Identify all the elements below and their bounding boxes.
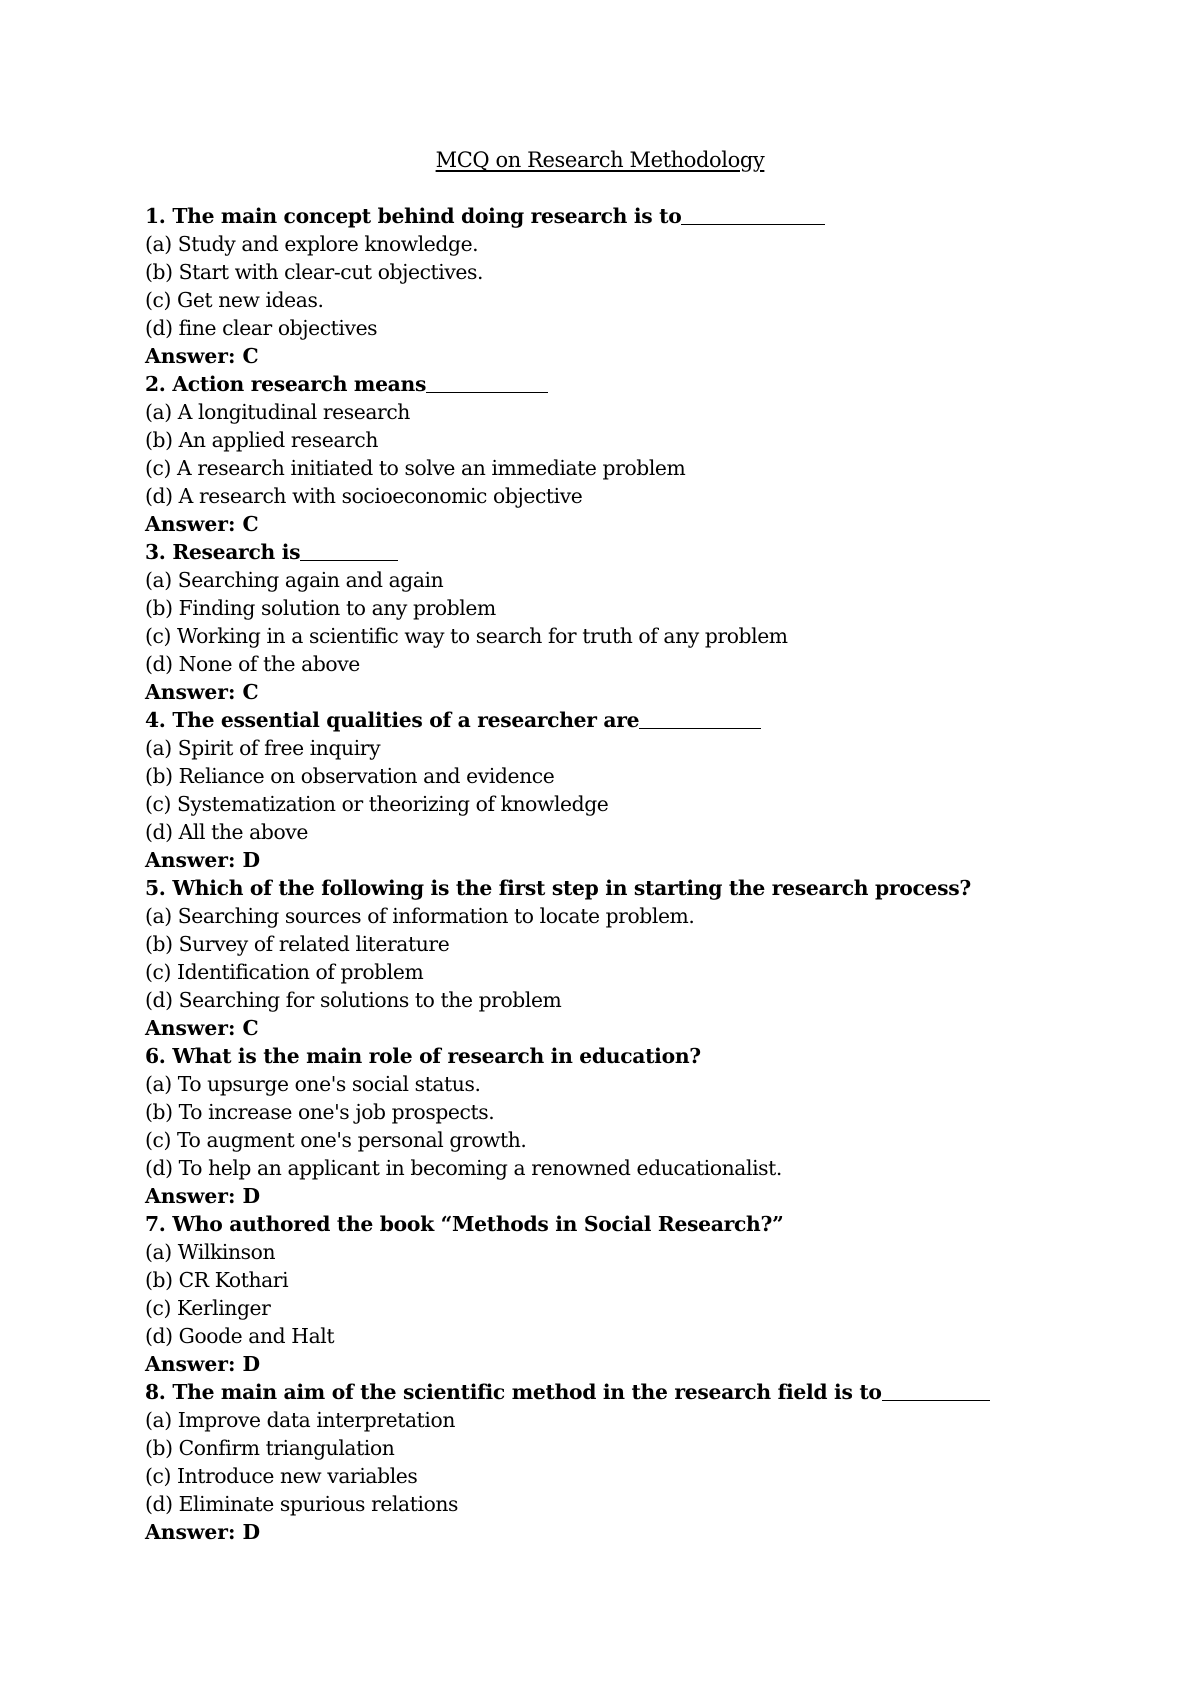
- option-b: (b) Reliance on observation and evidence: [145, 764, 555, 788]
- question-text: [145, 1042, 1145, 1070]
- answer-line: Answer: C: [145, 680, 259, 704]
- question-text: [145, 874, 1145, 902]
- question-block-6: [145, 1042, 1145, 1210]
- question-stem: 7. Who authored the book “Methods in Social Research?”: [145, 1212, 784, 1236]
- answer-line: Answer: C: [145, 1016, 259, 1040]
- question-text: [145, 1378, 1145, 1406]
- option-b: (b) Survey of related literature: [145, 932, 450, 956]
- option-d: (d) None of the above: [145, 652, 360, 676]
- option-c: (c) To augment one's personal growth.: [145, 1128, 527, 1152]
- option-c: (c) Introduce new variables: [145, 1464, 418, 1488]
- option-a: (a) Improve data interpretation: [145, 1408, 455, 1432]
- question-text: [145, 370, 1145, 398]
- question-block-7: [145, 1210, 1145, 1378]
- option-c: (c) Get new ideas.: [145, 288, 324, 312]
- question-block-4: [145, 706, 1145, 874]
- option-d: (d) Goode and Halt: [145, 1324, 335, 1348]
- question-list: [145, 202, 1145, 1546]
- answer-blank: [882, 1399, 990, 1401]
- answer-blank: [426, 391, 548, 393]
- option-d: (d) A research with socioeconomic objective: [145, 484, 583, 508]
- question-block-5: [145, 874, 1145, 1042]
- option-c: (c) Working in a scientific way to search for truth of any problem: [145, 624, 788, 648]
- option-a: (a) To upsurge one's social status.: [145, 1072, 481, 1096]
- question-stem: 6. What is the main role of research in education?: [145, 1044, 701, 1068]
- answer-line: Answer: D: [145, 1352, 261, 1376]
- question-text: [145, 202, 1145, 230]
- answer-blank: [681, 223, 825, 225]
- option-a: (a) Wilkinson: [145, 1240, 276, 1264]
- question-stem: 3. Research is: [145, 540, 301, 564]
- option-a: (a) Spirit of free inquiry: [145, 736, 381, 760]
- option-a: (a) Searching again and again: [145, 568, 444, 592]
- question-text: [145, 1210, 1145, 1238]
- option-c: (c) Identification of problem: [145, 960, 424, 984]
- question-block-2: [145, 370, 1145, 538]
- answer-line: Answer: C: [145, 344, 259, 368]
- option-d: (d) fine clear objectives: [145, 316, 378, 340]
- option-b: (b) To increase one's job prospects.: [145, 1100, 495, 1124]
- question-stem: 5. Which of the following is the first step in starting the research process?: [145, 876, 971, 900]
- question-text: [145, 538, 1145, 566]
- document-title: MCQ on Research Methodology: [435, 148, 765, 172]
- option-b: (b) Start with clear-cut objectives.: [145, 260, 484, 284]
- question-stem: 8. The main aim of the scientific method in the research field is to: [145, 1380, 882, 1404]
- option-b: (b) Finding solution to any problem: [145, 596, 496, 620]
- option-a: (a) Searching sources of information to locate problem.: [145, 904, 695, 928]
- option-b: (b) An applied research: [145, 428, 378, 452]
- option-d: (d) All the above: [145, 820, 308, 844]
- option-b: (b) CR Kothari: [145, 1268, 289, 1292]
- question-block-8: [145, 1378, 1145, 1546]
- question-stem: 2. Action research means: [145, 372, 427, 396]
- option-c: (c) A research initiated to solve an immediate problem: [145, 456, 686, 480]
- answer-line: Answer: C: [145, 512, 259, 536]
- option-a: (a) A longitudinal research: [145, 400, 410, 424]
- answer-line: Answer: D: [145, 848, 261, 872]
- answer-blank: [300, 559, 398, 561]
- option-c: (c) Kerlinger: [145, 1296, 271, 1320]
- option-b: (b) Confirm triangulation: [145, 1436, 395, 1460]
- option-d: (d) Searching for solutions to the problem: [145, 988, 562, 1012]
- answer-blank: [639, 727, 761, 729]
- answer-line: Answer: D: [145, 1520, 261, 1544]
- question-stem: 1. The main concept behind doing research is to: [145, 204, 682, 228]
- option-c: (c) Systematization or theorizing of knowledge: [145, 792, 609, 816]
- question-block-1: [145, 202, 1145, 370]
- question-text: [145, 706, 1145, 734]
- question-block-3: [145, 538, 1145, 706]
- question-stem: 4. The essential qualities of a researcher are: [145, 708, 640, 732]
- answer-line: Answer: D: [145, 1184, 261, 1208]
- option-d: (d) To help an applicant in becoming a renowned educationalist.: [145, 1156, 782, 1180]
- option-a: (a) Study and explore knowledge.: [145, 232, 479, 256]
- option-d: (d) Eliminate spurious relations: [145, 1492, 459, 1516]
